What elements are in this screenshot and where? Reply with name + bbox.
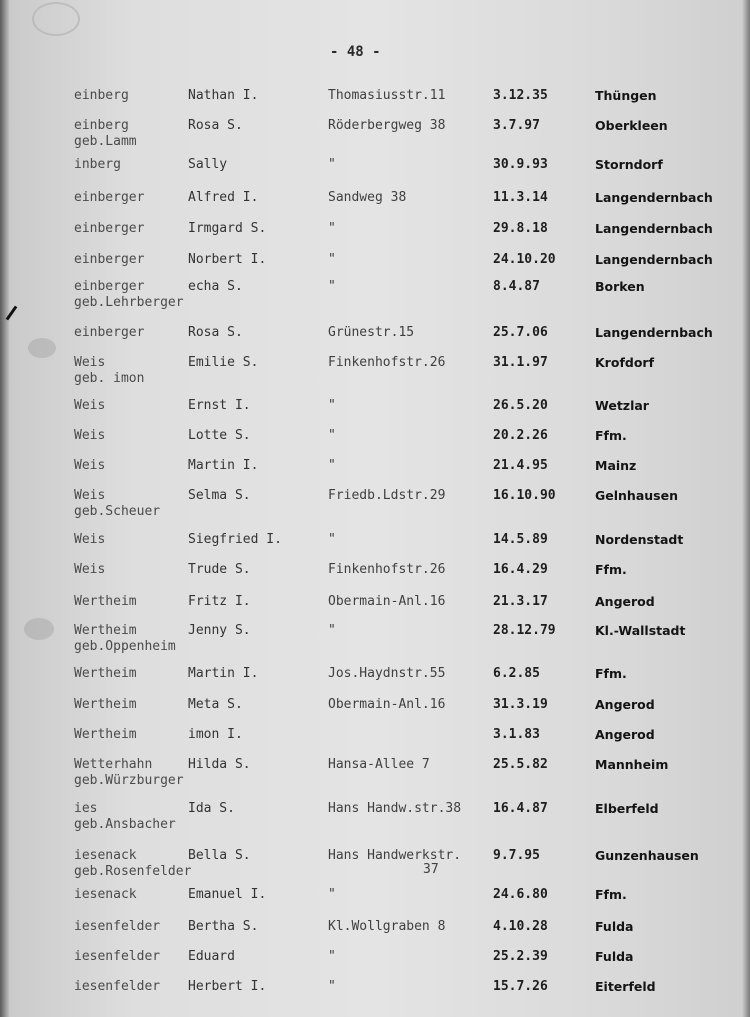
surname-cell: Wertheim xyxy=(74,666,137,681)
birthplace-cell: Wetzlar xyxy=(595,398,649,413)
birthplace-cell: Gunzenhausen xyxy=(595,848,699,863)
address-cell: Hans Handwerkstr. xyxy=(328,848,462,863)
birth-date-cell: 20.2.26 xyxy=(493,428,548,443)
given-name-cell: Bella S. xyxy=(188,848,251,863)
given-name-cell: Meta S. xyxy=(188,697,243,712)
birth-date-cell: 6.2.85 xyxy=(493,666,540,681)
address-cell: Obermain-Anl.16 xyxy=(328,697,446,712)
birthplace-cell: Eiterfeld xyxy=(595,979,656,994)
surname-cell: iesenack xyxy=(74,848,137,863)
surname-cell: Wertheim xyxy=(74,623,137,638)
surname-cell: iesenfelder xyxy=(74,979,161,994)
birth-date-cell: 25.7.06 xyxy=(493,325,548,340)
birthplace-cell: Mannheim xyxy=(595,757,669,772)
birthplace-cell: Ffm. xyxy=(595,562,627,577)
birth-date-cell: 9.7.95 xyxy=(493,848,540,863)
maiden-name-cell: geb.Scheuer xyxy=(74,504,161,519)
birth-date-cell: 30.9.93 xyxy=(493,157,548,172)
surname-cell: iesenfelder xyxy=(74,949,161,964)
address-cell: " xyxy=(328,887,336,902)
given-name-cell: Irmgard S. xyxy=(188,221,267,236)
birthplace-cell: Mainz xyxy=(595,458,637,473)
address-cell: Sandweg 38 xyxy=(328,190,407,205)
birthplace-cell: Oberkleen xyxy=(595,118,668,133)
address-cell: " xyxy=(328,398,336,413)
birthplace-cell: Angerod xyxy=(595,594,655,609)
address-cell: " xyxy=(328,428,336,443)
given-name-cell: Emilie S. xyxy=(188,355,259,370)
address-cell: " xyxy=(328,458,336,473)
given-name-cell: Rosa S. xyxy=(188,118,243,133)
given-name-cell: Alfred I. xyxy=(188,190,259,205)
birth-date-cell: 16.10.90 xyxy=(493,488,556,503)
birth-date-cell: 25.2.39 xyxy=(493,949,548,964)
surname-cell: einberger xyxy=(74,279,145,294)
given-name-cell: Eduard xyxy=(188,949,235,964)
address-cell: Röderbergweg 38 xyxy=(328,118,446,133)
given-name-cell: Siegfried I. xyxy=(188,532,282,547)
birthplace-cell: Kl.-Wallstadt xyxy=(595,623,686,638)
birthplace-cell: Angerod xyxy=(595,727,655,742)
address-cell: " xyxy=(328,979,336,994)
birth-date-cell: 15.7.26 xyxy=(493,979,548,994)
birthplace-cell: Storndorf xyxy=(595,157,663,172)
birth-date-cell: 16.4.87 xyxy=(493,801,548,816)
birth-date-cell: 16.4.29 xyxy=(493,562,548,577)
birthplace-cell: Ffm. xyxy=(595,887,627,902)
birth-date-cell: 31.1.97 xyxy=(493,355,548,370)
address-cell: Grünestr.15 xyxy=(328,325,415,340)
given-name-cell: Jenny S. xyxy=(188,623,251,638)
address-cell: " xyxy=(328,252,336,267)
given-name-cell: imon I. xyxy=(188,727,243,742)
birthplace-cell: Langendernbach xyxy=(595,252,713,267)
birthplace-cell: Langendernbach xyxy=(595,190,713,205)
surname-cell: einberger xyxy=(74,190,145,205)
birthplace-cell: Langendernbach xyxy=(595,325,713,340)
given-name-cell: echa S. xyxy=(188,279,243,294)
birth-date-cell: 3.1.83 xyxy=(493,727,540,742)
address-cell: Finkenhofstr.26 xyxy=(328,355,446,370)
maiden-name-cell: geb.Ansbacher xyxy=(74,817,176,832)
birth-date-cell: 28.12.79 xyxy=(493,623,556,638)
birth-date-cell: 14.5.89 xyxy=(493,532,548,547)
birthplace-cell: Elberfeld xyxy=(595,801,659,816)
birth-date-cell: 31.3.19 xyxy=(493,697,548,712)
birth-date-cell: 3.12.35 xyxy=(493,88,548,103)
birthplace-cell: Krofdorf xyxy=(595,355,655,370)
given-name-cell: Selma S. xyxy=(188,488,251,503)
surname-cell: ies xyxy=(74,801,98,816)
given-name-cell: Fritz I. xyxy=(188,594,251,609)
birth-date-cell: 8.4.87 xyxy=(493,279,540,294)
given-name-cell: Herbert I. xyxy=(188,979,267,994)
given-name-cell: Bertha S. xyxy=(188,919,259,934)
surname-cell: Weis xyxy=(74,428,106,443)
address-continuation-cell: 37 xyxy=(423,862,439,877)
address-cell: " xyxy=(328,949,336,964)
address-cell: Thomasiusstr.11 xyxy=(328,88,446,103)
address-cell: Kl.Wollgraben 8 xyxy=(328,919,446,934)
address-cell: " xyxy=(328,623,336,638)
surname-cell: inberg xyxy=(74,157,121,172)
birthplace-cell: Fulda xyxy=(595,949,634,964)
surname-cell: Wertheim xyxy=(74,594,137,609)
birthplace-cell: Gelnhausen xyxy=(595,488,678,503)
given-name-cell: Ernst I. xyxy=(188,398,251,413)
given-name-cell: Martin I. xyxy=(188,666,259,681)
birthplace-cell: Angerod xyxy=(595,697,655,712)
given-name-cell: Lotte S. xyxy=(188,428,251,443)
surname-cell: iesenack xyxy=(74,887,137,902)
maiden-name-cell: geb.Würzburger xyxy=(74,773,184,788)
address-cell: Finkenhofstr.26 xyxy=(328,562,446,577)
surname-cell: Weis xyxy=(74,355,106,370)
maiden-name-cell: geb.Rosenfelder xyxy=(74,864,192,879)
address-cell: Jos.Haydnstr.55 xyxy=(328,666,446,681)
address-cell: Friedb.Ldstr.29 xyxy=(328,488,446,503)
address-cell: " xyxy=(328,279,336,294)
surname-cell: einberger xyxy=(74,221,145,236)
surname-cell: Wertheim xyxy=(74,697,137,712)
birth-date-cell: 24.6.80 xyxy=(493,887,548,902)
maiden-name-cell: geb.Oppenheim xyxy=(74,639,176,654)
given-name-cell: Norbert I. xyxy=(188,252,267,267)
given-name-cell: Ida S. xyxy=(188,801,235,816)
page-number: - 48 - xyxy=(330,44,381,60)
surname-cell: einberger xyxy=(74,252,145,267)
birthplace-cell: Thüngen xyxy=(595,88,657,103)
given-name-cell: Nathan I. xyxy=(188,88,259,103)
surname-cell: einberger xyxy=(74,325,145,340)
given-name-cell: Hilda S. xyxy=(188,757,251,772)
surname-cell: Weis xyxy=(74,562,106,577)
given-name-cell: Martin I. xyxy=(188,458,259,473)
birth-date-cell: 3.7.97 xyxy=(493,118,540,133)
birthplace-cell: Nordenstadt xyxy=(595,532,684,547)
address-cell: Hans Handw.str.38 xyxy=(328,801,462,816)
birth-date-cell: 4.10.28 xyxy=(493,919,548,934)
surname-cell: einberg xyxy=(74,88,129,103)
surname-cell: iesenfelder xyxy=(74,919,161,934)
birthplace-cell: Ffm. xyxy=(595,428,627,443)
birth-date-cell: 29.8.18 xyxy=(493,221,548,236)
address-cell: " xyxy=(328,157,336,172)
given-name-cell: Trude S. xyxy=(188,562,251,577)
birth-date-cell: 21.3.17 xyxy=(493,594,548,609)
given-name-cell: Rosa S. xyxy=(188,325,243,340)
surname-cell: Weis xyxy=(74,458,106,473)
surname-cell: Wertheim xyxy=(74,727,137,742)
birth-date-cell: 25.5.82 xyxy=(493,757,548,772)
address-cell: " xyxy=(328,532,336,547)
birth-date-cell: 26.5.20 xyxy=(493,398,548,413)
address-cell: Obermain-Anl.16 xyxy=(328,594,446,609)
address-cell: Hansa-Allee 7 xyxy=(328,757,430,772)
birth-date-cell: 24.10.20 xyxy=(493,252,556,267)
address-cell: " xyxy=(328,221,336,236)
birthplace-cell: Langendernbach xyxy=(595,221,713,236)
maiden-name-cell: geb. imon xyxy=(74,371,145,386)
birthplace-cell: Fulda xyxy=(595,919,634,934)
surname-cell: Weis xyxy=(74,532,106,547)
maiden-name-cell: geb.Lamm xyxy=(74,134,137,149)
birthplace-cell: Borken xyxy=(595,279,645,294)
maiden-name-cell: geb.Lehrberger xyxy=(74,295,184,310)
surname-cell: Weis xyxy=(74,488,106,503)
surname-cell: einberg xyxy=(74,118,129,133)
given-name-cell: Emanuel I. xyxy=(188,887,267,902)
given-name-cell: Sally xyxy=(188,157,228,172)
surname-cell: Weis xyxy=(74,398,106,413)
birthplace-cell: Ffm. xyxy=(595,666,627,681)
birth-date-cell: 11.3.14 xyxy=(493,190,548,205)
birth-date-cell: 21.4.95 xyxy=(493,458,548,473)
surname-cell: Wetterhahn xyxy=(74,757,153,772)
